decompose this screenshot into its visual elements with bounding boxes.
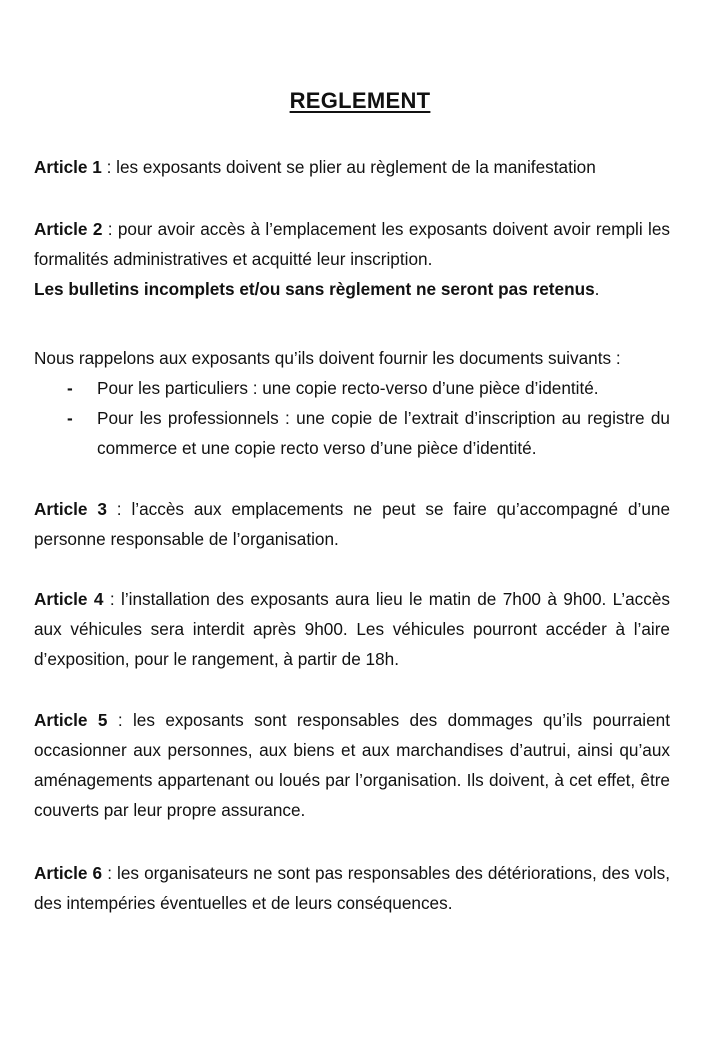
article-3-label: Article 3 [34,499,107,519]
article-4 [34,584,670,674]
article-1-text: : les exposants doivent se plier au règlement de la manifestation [101,157,596,177]
article-4-text: : l’installation des exposants aura lieu le matin de 7h00 à 9h00. L’accès aux véhicules sera interdit après 9h00. Les véhicules pourront accéder à l’aire d’exposition, pour le rangement, à partir de 18h. [34,589,671,669]
article-1-label: Article 1 [34,157,102,177]
article-1 [34,152,670,182]
list-item [67,373,670,403]
article-3 [34,494,670,554]
article-2-bold-notice-end: . [594,279,600,299]
documents-intro: Nous rappelons aux exposants qu’ils doivent fournir les documents suivants : [34,348,621,368]
article-3-text: : l’accès aux emplacements ne peut se faire qu’accompagné d’une personne responsable de l’organisation. [34,499,671,549]
article-6 [34,858,670,918]
article-6-label: Article 6 [34,863,103,883]
list-item-text: Pour les particuliers : une copie recto-verso d’une pièce d’identité. [97,378,599,398]
article-2-notice [34,274,670,304]
article-2-text: : pour avoir accès à l’emplacement les exposants doivent avoir rempli les formalités administratives et acquitté leur inscription. [34,219,670,269]
documents-list [34,373,670,463]
article-2-bold-notice: Les bulletins incomplets et/ou sans règlement ne seront pas retenus [34,279,595,299]
article-5 [34,705,670,825]
article-5-label: Article 5 [34,710,108,730]
article-6-text: : les organisateurs ne sont pas responsables des détériorations, des vols, des intempéries éventuelles et de leurs conséquences. [34,863,670,913]
list-item-text: Pour les professionnels : une copie de l’extrait d’inscription au registre du commerce et une copie recto verso d’une pièce d’identité. [97,408,670,458]
dash-bullet-icon: - [67,378,73,398]
article-4-label: Article 4 [34,589,104,609]
dash-bullet-icon: - [67,408,73,428]
article-5-text: : les exposants sont responsables des dommages qu’ils pourraient occasionner aux personnes, aux biens et aux marchandises d’autrui, ainsi qu’aux aménagements appartenant ou loués par l’organisation. Ils doivent, à cet effet, être couverts par leur propre assurance. [34,710,670,820]
article-2-label: Article 2 [34,219,103,239]
article-2 [34,214,670,274]
list-item [67,403,670,463]
page-title: REGLEMENT [289,88,431,113]
